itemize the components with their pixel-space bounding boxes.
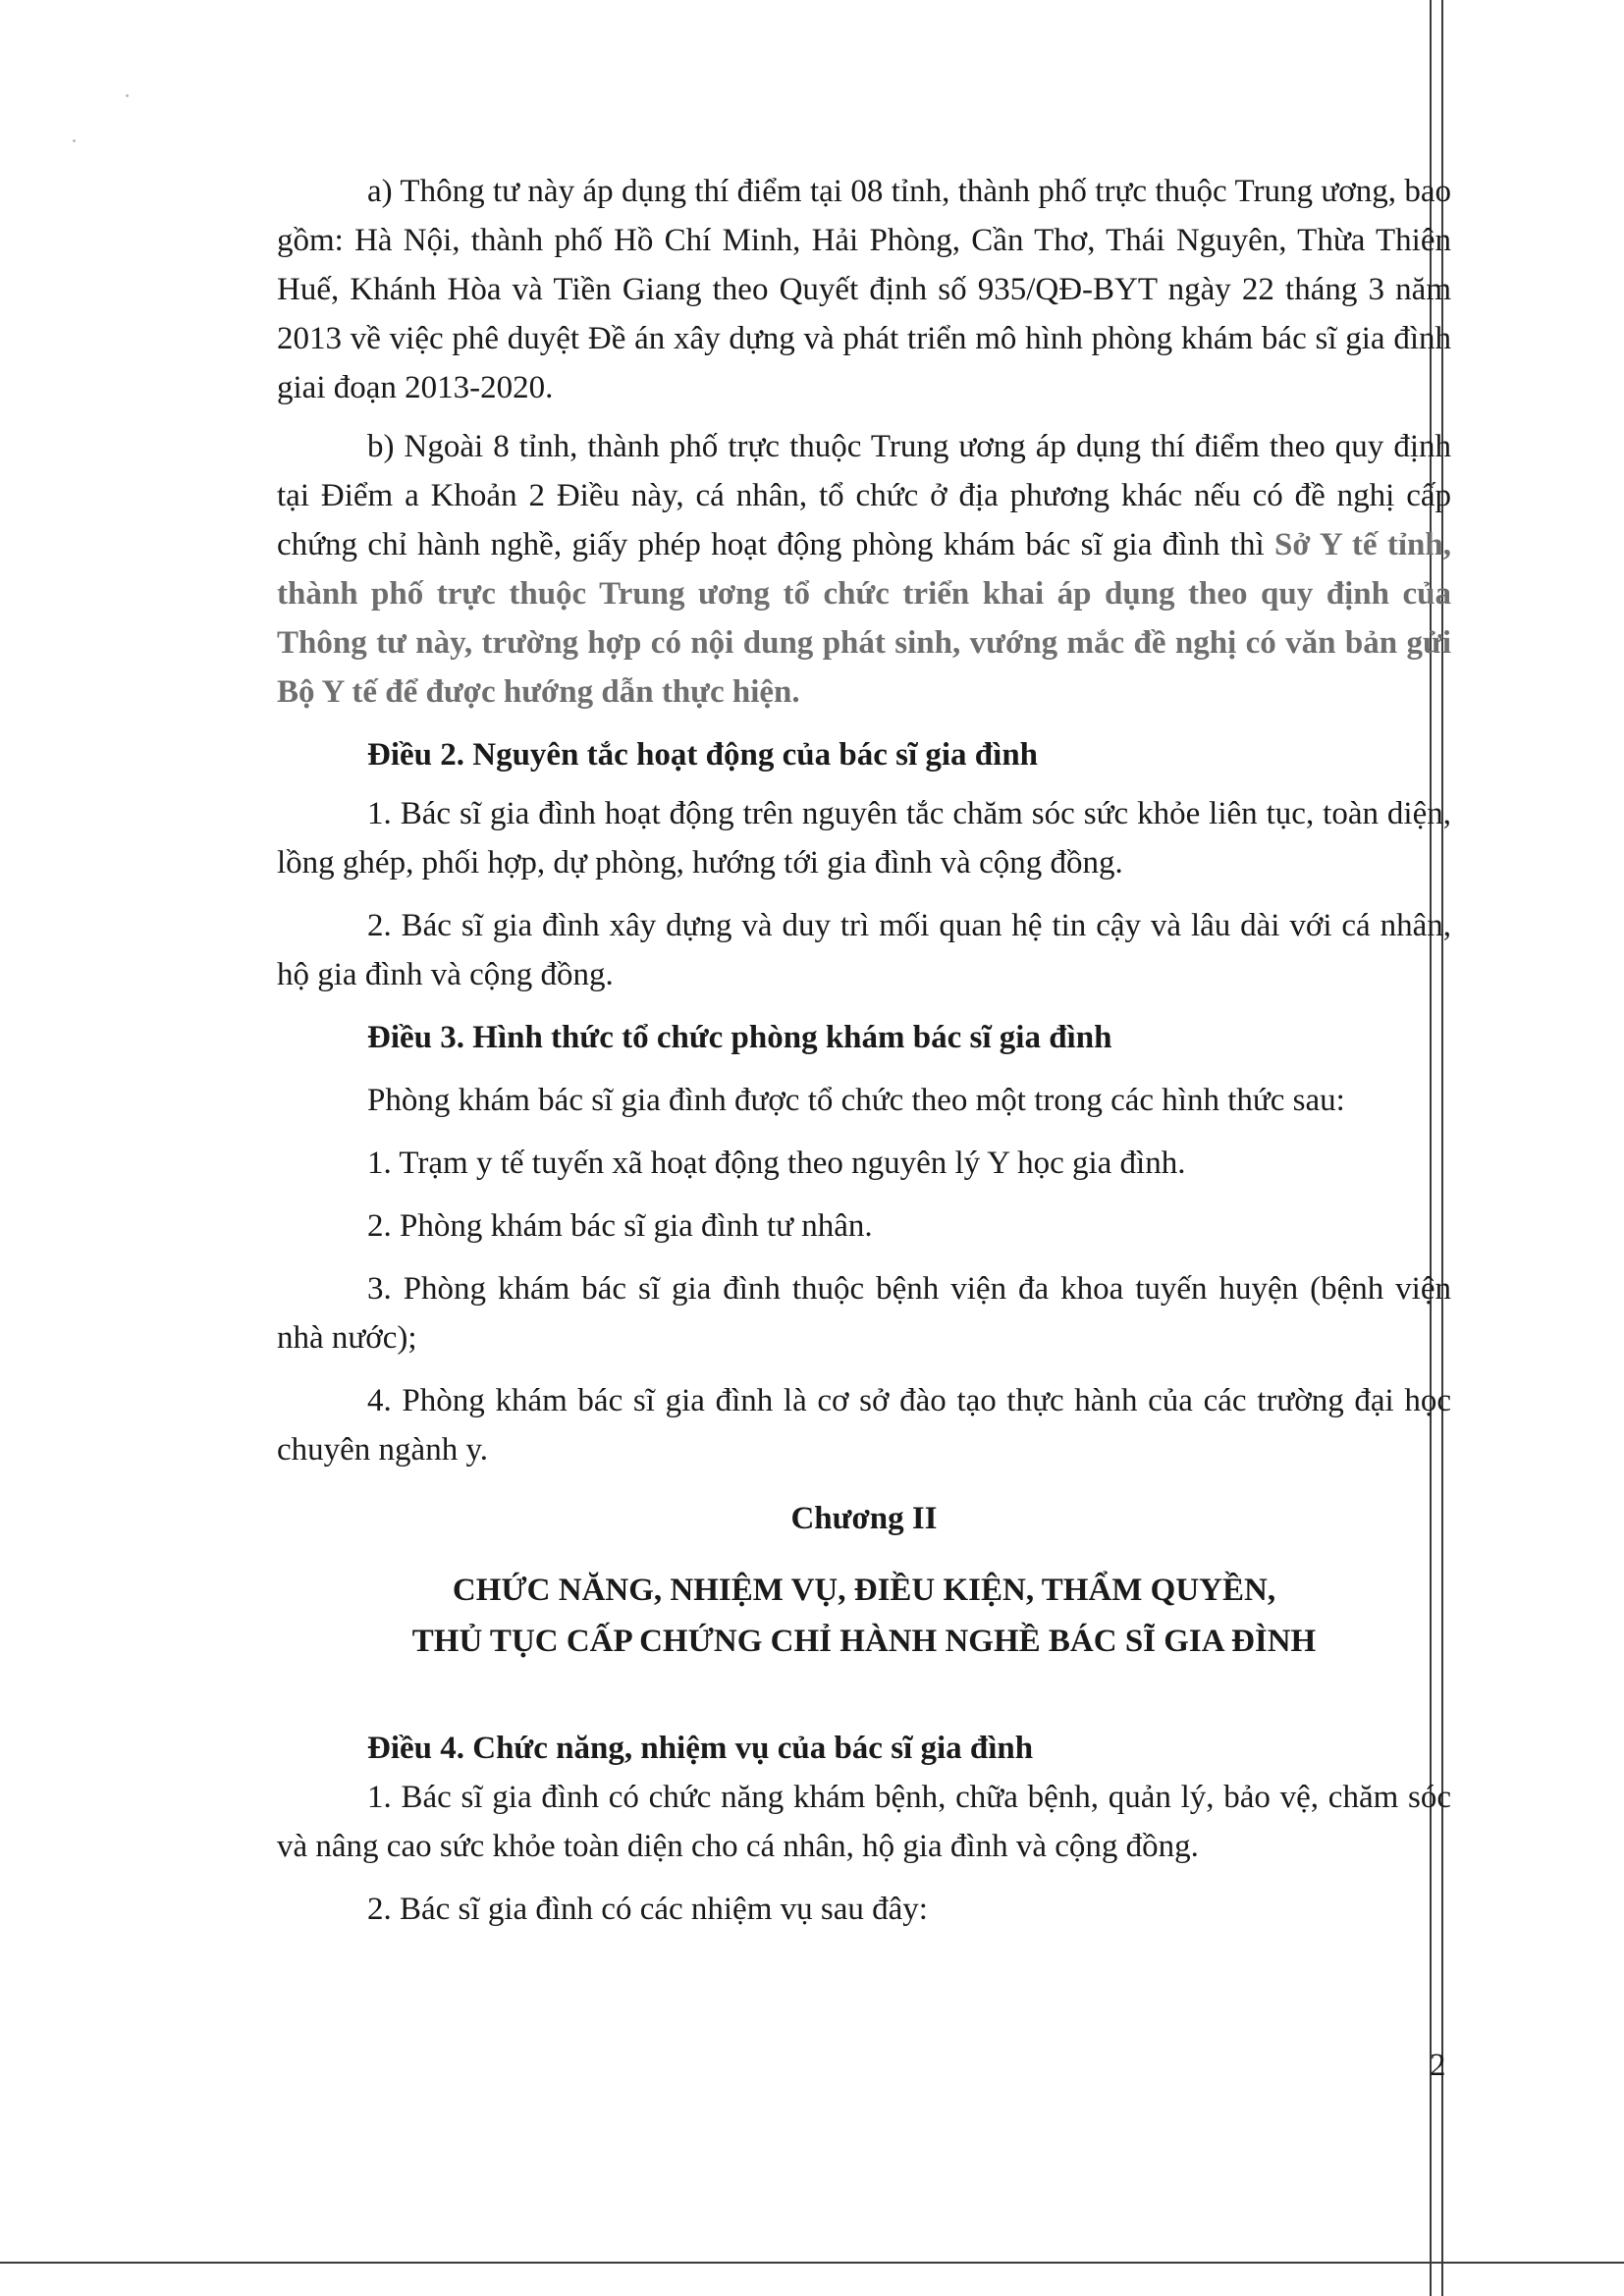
article3-item: 2. Phòng khám bác sĩ gia đình tư nhân. [367,1208,873,1244]
chapter-heading-block [277,1494,1451,1667]
scan-speck [126,94,129,97]
article2-item: 1. Bác sĩ gia đình hoạt động trên nguyên tắc chăm sóc sức khỏe liên tục, toàn diện, lồng ghép, phối hợp, dự phòng, hướng tới gia đình và cộng đồng. [277,796,1451,881]
article4-title: Điều 4. Chức năng, nhiệm vụ của bác sĩ gia đình [367,1731,1034,1766]
page-number: 2 [1430,2048,1446,2083]
chapter-heading [277,1565,1451,1667]
article2-item: 2. Bác sĩ gia đình xây dựng và duy trì mối quan hệ tin cậy và lâu dài với cá nhân, hộ gia đình và cộng đồng. [277,908,1451,992]
chapter-heading-line1: CHỨC NĂNG, NHIỆM VỤ, ĐIỀU KIỆN, THẨM QUYỀN, [452,1573,1276,1608]
chapter-heading-line2: THỦ TỤC CẤP CHỨNG CHỈ HÀNH NGHỀ BÁC SĨ GIA ĐÌNH [411,1624,1317,1659]
scan-speck [73,139,76,142]
article1-paragraph-b-lead: b) Ngoài 8 tỉnh, thành phố trực thuộc Trung ương áp dụng thí điểm theo quy định tại Điểm a Khoản 2 Điều này, cá nhân, tổ chức ở địa phương khác nếu có đề nghị cấp chứng chỉ hành nghề, giấy phép hoạt động phòng khám bác sĩ gia đình thì [277,429,1451,562]
article3-item: 4. Phòng khám bác sĩ gia đình là cơ sở đào tạo thực hành của các trường đại học chuyên ngành y. [277,1383,1451,1468]
scan-bottom-rule [0,2262,1624,2264]
document-body-lower [277,1724,1451,1934]
article3-item: 1. Trạm y tế tuyến xã hoạt động theo nguyên lý Y học gia đình. [367,1146,1186,1181]
article4-item: 2. Bác sĩ gia đình có các nhiệm vụ sau đây: [367,1892,928,1927]
article3-intro: Phòng khám bác sĩ gia đình được tổ chức theo một trong các hình thức sau: [367,1083,1345,1118]
chapter-title: Chương II [790,1501,938,1536]
article4-item: 1. Bác sĩ gia đình có chức năng khám bệnh, chữa bệnh, quản lý, bảo vệ, chăm sóc và nâng cao sức khỏe toàn diện cho cá nhân, hộ gia đình và cộng đồng. [277,1780,1451,1864]
article1-paragraph-b-faint: Sở Y tế tỉnh, thành phố trực thuộc Trung ương tổ chức triển khai áp dụng theo quy định của Thông tư này, trường hợp có nội dung phát sinh, vướng mắc đề nghị có văn bản gửi Bộ Y tế để được hướng dẫn thực hiện. [277,527,1451,710]
article1-paragraph-b [277,422,1451,717]
article1-paragraph-a: a) Thông tư này áp dụng thí điểm tại 08 tỉnh, thành phố trực thuộc Trung ương, bao gồm: Hà Nội, thành phố Hồ Chí Minh, Hải Phòng, Cần Thơ, Thái Nguyên, Thừa Thiên Huế, Khánh Hòa và Tiền Giang theo Quyết định số 935/QĐ-BYT ngày 22 tháng 3 năm 2013 về việc phê duyệt Đề án xây dựng và phát triển mô hình phòng khám bác sĩ gia đình giai đoạn 2013-2020. [277,174,1451,405]
article3-item: 3. Phòng khám bác sĩ gia đình thuộc bệnh viện đa khoa tuyến huyện (bệnh viện nhà nước); [277,1271,1451,1356]
article2-title: Điều 2. Nguyên tắc hoạt động của bác sĩ gia đình [367,737,1039,773]
document-body-upper [277,167,1451,1474]
article3-title: Điều 3. Hình thức tổ chức phòng khám bác sĩ gia đình [367,1020,1112,1055]
